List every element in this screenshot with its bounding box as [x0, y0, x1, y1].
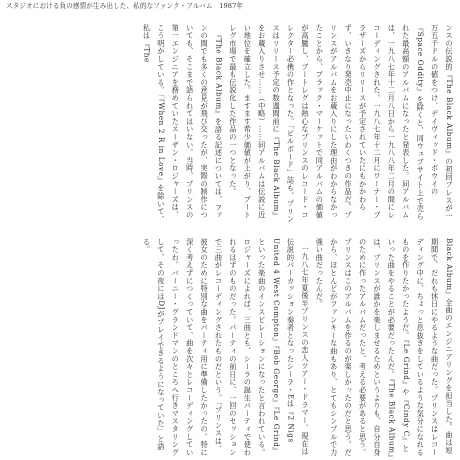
text-block-bottom	[6, 238, 456, 458]
paragraph: 一九八七年夏後半プリンスの恋人ツアー・ドラマー、現在は伝説的パーカッション奏者となったシーラ・Eは『2 Nigs United 4 West Compton』『Bob George』『Le Grind』といった楽曲のインスピレーションになったと言われている。ロジャーズによれば、三曲とも、シーラの誕生パーティで使われるはずのものだった。パーティの前日に、一回のセッションで三曲がレコーディングされたものだという。「プリンスは、彼女のために特別な曲をパーティ用に準備したかったの。特に深く考えずにつくっていて、曲を次々とレコーディングしていったわ。バーニー・グランドマンのところへ行きマスタリングして、その夜にはDJがプレイできるようになっていた」と語る。	[142, 238, 310, 457]
text-block-top	[142, 24, 456, 224]
paragraph: 『The Black Album』を語る記述については、ファンの間でも多くの意見が飛び交ったが、実際の制作についても、そこまで語られてはいない。当時、プリンスの第一エンジニアを務めていたスーザン・ロジャーズは、こう明かしている。「『When 2 R in Love』を除いて、私は『The	[142, 24, 224, 224]
running-head: スタジオにおける負の感情が生み出した、私的なファンク・アルバム 1987年	[6, 2, 244, 10]
paragraph: ンスの伝説的『The Black Album』の初回プレスが一万五千ドルの値をつけ、デイヴィッド・ボウイの『Space Oddity』を除くと、同ウェブサイト上で売られた最高額のアルバムになったと発表した。同アルバムは、一九八七年十二月八日から一九八八年二月の間にレコーディングされた。一九八七年十二月にワーナー・ブラザーズからリリースが予定されていたにもかかわらず、いきなり発売中止になったいわくつきの作品だ。プリンスがアルバムをお蔵入りにした理由がわからなかったことから、ブラック・マーケットで同アルバムの価値が高騰し、ブートレグは熱心なプリンスのレコード・コレクター必携の作となった。「ビルボード」誌も、プリンスはリリース予定の数週間前に『The Black Album』をお蔵入りさせ……（中略）……同アルバムは伝説に近い地位を確立した。ますます希少価値が上がり、ブートレグ市場で最も伝説化した作品の一つとなった。	[228, 24, 454, 224]
paragraph: Black Album』全曲のエンジニアリングを担当した。曲は短期間で、だれも休日にやるような曲だった。プリンスはレコーディング中に、ちょっと息抜きをしているような気分になれるものを作りたかったようだ。『Le Grind』や『Cindy C』といった曲をやることが必要だったんだ。『The Black Album』は、プリンスが誰かを楽しませるためというよりも、自分自身のために作ったアルバムだったと、考える必要があると思う。プリンスはこのアルバムを作るのが楽しかったのだと思う。だから、ほとんどがファンキーな曲もあり、とてもシンプルで力強い曲だったんだ。	[315, 238, 454, 458]
